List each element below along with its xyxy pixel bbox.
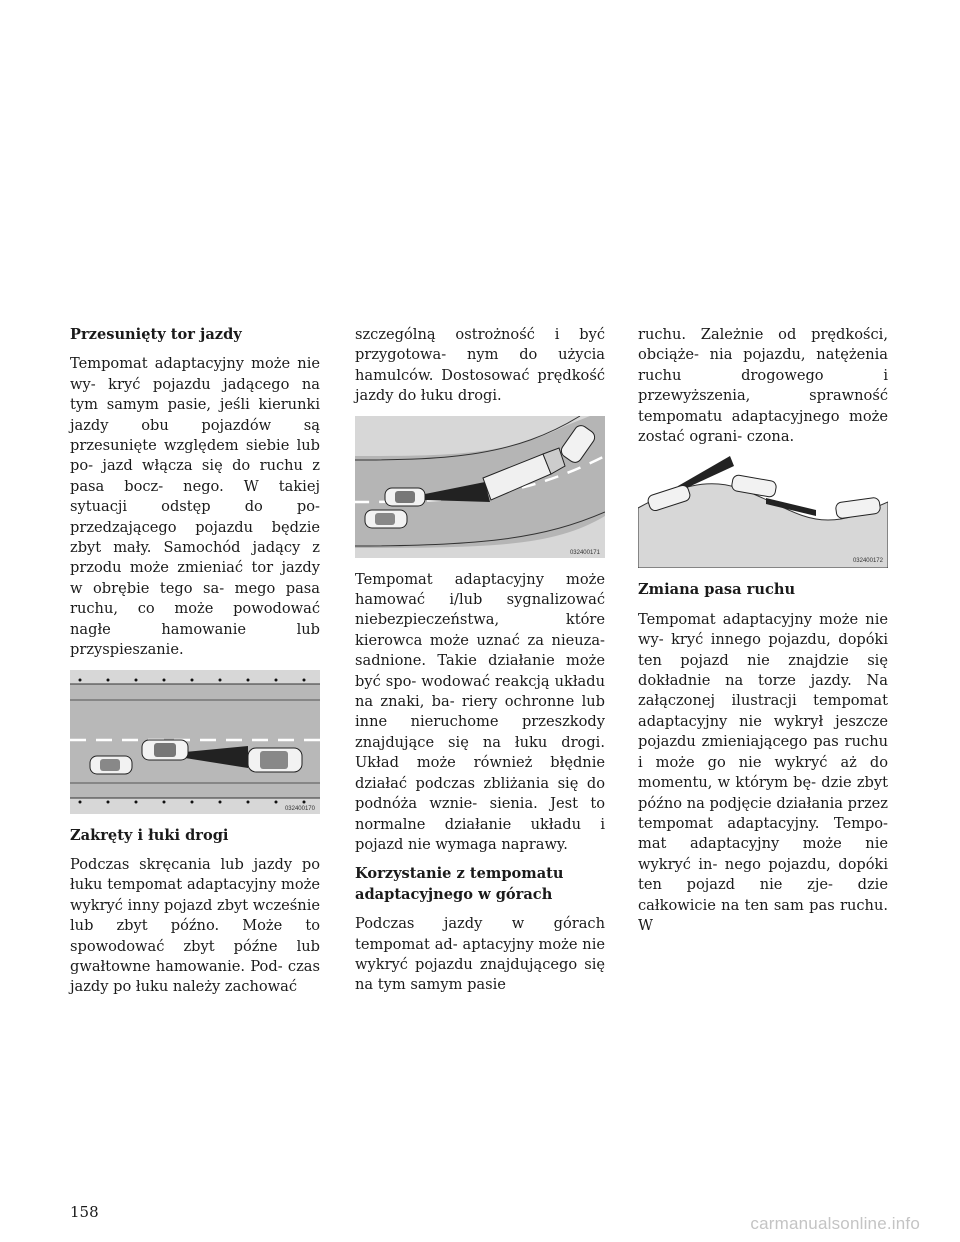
text-column-1 xyxy=(70,325,320,1007)
paragraph-curves: Podczas skręcania lub jazdy po łuku tempomat adaptacyjny może wykryć inny pojazd zbyt wcześnie lub zbyt późno. Może to spowodować zbyt późne lub gwałtowne hamowanie. Pod- czas jazdy po łuku należy zachować xyxy=(70,855,320,996)
car-acc xyxy=(385,488,425,506)
paragraph-mountains: Podczas jazdy w górach tempomat ad- aptacyjny może nie wykryć pojazdu znajdującego się na tym samym pasie xyxy=(355,915,605,994)
paragraph-false-alerts: Tempomat adaptacyjny może hamować i/lub sygnalizować niebezpieczeństwa, które kierowca może uznać za nieuza- sadnione. Takie działanie może być spo- wodować reakcją układu na znaki, ba- riery ochronne lub inne nieruchome przeszkody znajdujące się na łuku drogi. Układ może również błędnie działać podczas zbliżania się do podnóża wznie- sienia. Jest to normalne działanie układu i pojazd nie wymaga naprawy. xyxy=(355,570,605,853)
paragraph-mountains-continued: ruchu. Zależnie od prędkości, obciąże- nia pojazdu, natężenia ruchu drogowego i przewyższenia, sprawność tempomatu adaptacyjnego może zostać ograni- czona. xyxy=(638,326,888,446)
figure-hill-illustration xyxy=(638,456,888,568)
section-heading-offset-path: Przesunięty tor jazdy xyxy=(70,326,242,343)
car-rear xyxy=(90,756,132,774)
paragraph-curves-continued: szczególną ostrożność i być przygotowa- nym do użycia hamulców. Dostosować prędkość jazdy do łuku drogi. xyxy=(355,326,605,405)
page-number: 158 xyxy=(70,1203,99,1221)
paragraph-lane-change: Tempomat adaptacyjny może nie wy- kryć innego pojazdu, dopóki ten pojazd nie znajdzie się dokładnie na torze jazdy. Na załączonej ilustracji tempomat adaptacyjny nie wykrył jeszcze pojazdu zmieniającego pas ruchu i może go nie wykryć aż do momentu, w którym bę- dzie zbyt późno na podjęcie działania przez tempomat adaptacyjny. Tempo- mat adaptacyjny może nie wykryć in- nego pojazdu, dopóki ten pojazd nie zje- dzie całkowicie na ten sam pas ruchu. W xyxy=(638,610,888,934)
watermark: carmanualsonline.info xyxy=(750,1214,920,1233)
figure-offset-lane-illustration xyxy=(70,670,320,814)
car-rear xyxy=(365,510,407,528)
section-heading-mountains: Korzystanie z tempomatu adaptacyjnego w górach xyxy=(355,865,564,903)
text-column-3 xyxy=(638,325,888,945)
section-heading-curves: Zakręty i łuki drogi xyxy=(70,826,229,844)
figure-code-label: 032400170 xyxy=(284,805,315,812)
figure-code-label: 032400171 xyxy=(569,549,600,556)
section-heading-lane-change: Zmiana pasa ruchu xyxy=(638,581,796,599)
car-acc xyxy=(142,740,188,760)
figure-code-label: 032400172 xyxy=(852,558,883,565)
text-column-2 xyxy=(355,325,605,1005)
paragraph-offset-path: Tempomat adaptacyjny może nie wy- kryć pojazdu jadącego na tym samym pasie, jeśli kierunki jazdy obu pojazdów są przesunięte względem siebie lub po- jazd włącza się do ruchu z pasa bocz- nego. W takiej sytuacji odstęp do po- przedzającego pojazdu będzie zbyt mały. Samochód jadący z przodu może zmieniać tor jazdy w obrębie tego sa- mego pasa ruchu, co może powodować nagłe hamowanie lub przyspieszanie. xyxy=(70,355,320,659)
figure-curve-illustration xyxy=(355,416,605,558)
car-ahead xyxy=(248,748,302,772)
